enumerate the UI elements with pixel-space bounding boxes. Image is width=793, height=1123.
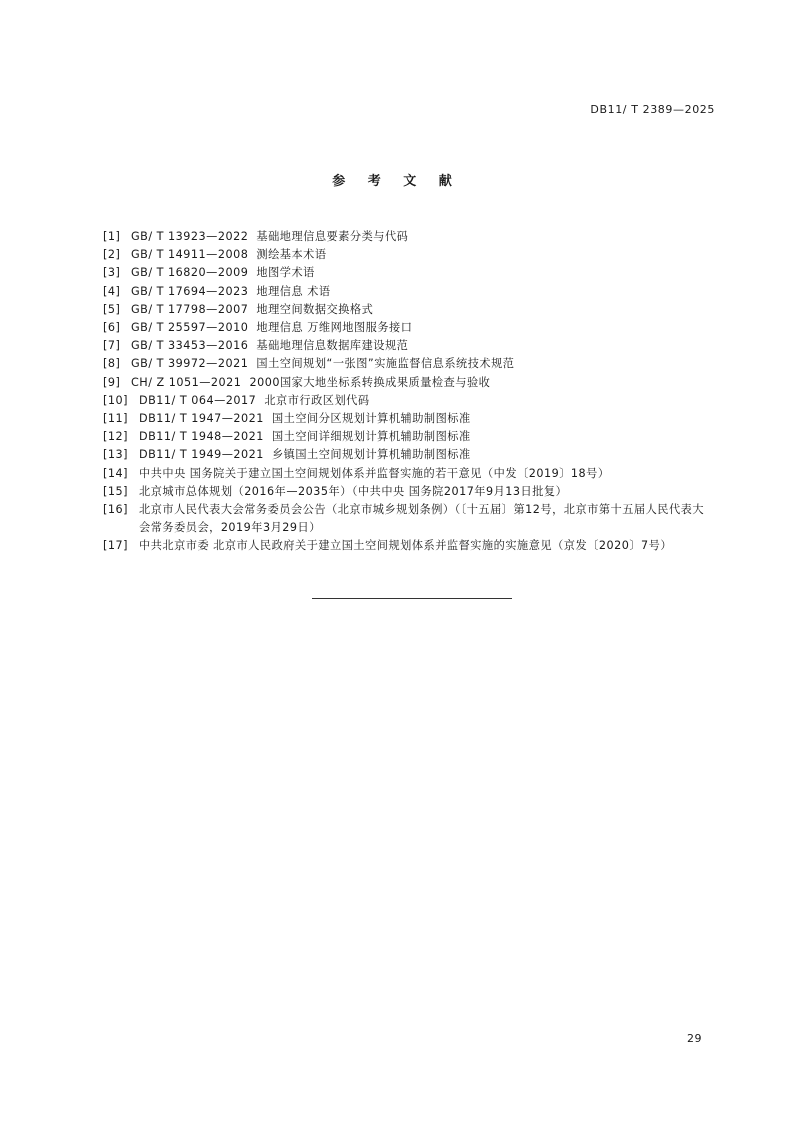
reference-number: [2] xyxy=(103,248,121,262)
reference-item xyxy=(103,355,715,373)
reference-number: [1] xyxy=(103,230,121,243)
reference-number: [6] xyxy=(103,321,121,335)
reference-number: [15] xyxy=(103,484,128,498)
reference-number: [3] xyxy=(103,266,121,280)
reference-item xyxy=(103,537,715,555)
reference-number: [12] xyxy=(103,430,128,444)
reference-text: GB/ T 25597—2010 地理信息 万维网地图服务接口 xyxy=(131,321,413,335)
page-title: 参 考 文 献 xyxy=(332,174,461,189)
reference-item xyxy=(103,301,715,319)
reference-text: GB/ T 39972—2021 国土空间规划“一张图”实施监督信息系统技术规范 xyxy=(131,357,515,371)
reference-item xyxy=(103,374,715,392)
reference-item xyxy=(103,264,715,282)
reference-number: [9] xyxy=(103,375,121,389)
reference-item xyxy=(103,283,715,301)
reference-number: [10] xyxy=(103,393,128,407)
reference-item xyxy=(103,337,715,355)
reference-text: GB/ T 13923—2022 基础地理信息要素分类与代码 xyxy=(131,230,409,243)
end-divider-line xyxy=(312,598,512,599)
reference-item xyxy=(103,501,715,537)
reference-number: [11] xyxy=(103,412,128,426)
reference-text: DB11/ T 064—2017 北京市行政区划代码 xyxy=(139,393,370,407)
reference-item xyxy=(103,483,715,501)
reference-text: GB/ T 17694—2023 地理信息 术语 xyxy=(131,284,331,298)
standard-code-header: DB11/ T 2389—2025 xyxy=(590,103,715,116)
reference-text: 中共北京市委 北京市人民政府关于建立国土空间规划体系并监督实施的实施意见（京发〔2020〕7号） xyxy=(139,539,673,553)
reference-text: DB11/ T 1949—2021 乡镇国土空间规划计算机辅助制图标准 xyxy=(139,448,471,462)
reference-text: GB/ T 17798—2007 地理空间数据交换格式 xyxy=(131,302,374,316)
reference-text: CH/ Z 1051—2021 2000国家大地坐标系转换成果质量检查与验收 xyxy=(131,375,491,389)
page-number: 29 xyxy=(687,1032,702,1045)
reference-text: 北京市人民代表大会常务委员会公告（北京市城乡规划条例）（〔十五届〕第12号，北京市第十五届人民代表大会常务委员会，2019年3月29日） xyxy=(139,503,705,535)
reference-text: GB/ T 14911—2008 测绘基本术语 xyxy=(131,248,327,262)
reference-number: [13] xyxy=(103,448,128,462)
reference-text: GB/ T 33453—2016 基础地理信息数据库建设规范 xyxy=(131,339,409,353)
reference-number: [17] xyxy=(103,539,128,553)
reference-item xyxy=(103,465,715,483)
reference-item xyxy=(103,319,715,337)
reference-number: [14] xyxy=(103,466,128,480)
reference-item xyxy=(103,228,715,246)
reference-item xyxy=(103,392,715,410)
reference-text: 中共中央 国务院关于建立国土空间规划体系并监督实施的若干意见（中发〔2019〕18号） xyxy=(139,466,610,480)
reference-item xyxy=(103,446,715,464)
reference-number: [8] xyxy=(103,357,121,371)
reference-list xyxy=(103,228,715,556)
reference-number: [5] xyxy=(103,302,121,316)
reference-item xyxy=(103,410,715,428)
reference-text: DB11/ T 1948—2021 国土空间详细规划计算机辅助制图标准 xyxy=(139,430,471,444)
reference-text: GB/ T 16820—2009 地图学术语 xyxy=(131,266,315,280)
reference-item xyxy=(103,428,715,446)
reference-number: [4] xyxy=(103,284,121,298)
reference-number: [7] xyxy=(103,339,121,353)
reference-text: 北京城市总体规划（2016年—2035年）（中共中央 国务院2017年9月13日批复） xyxy=(139,484,568,498)
reference-item xyxy=(103,246,715,264)
reference-text: DB11/ T 1947—2021 国土空间分区规划计算机辅助制图标准 xyxy=(139,412,471,426)
reference-number: [16] xyxy=(103,503,128,517)
